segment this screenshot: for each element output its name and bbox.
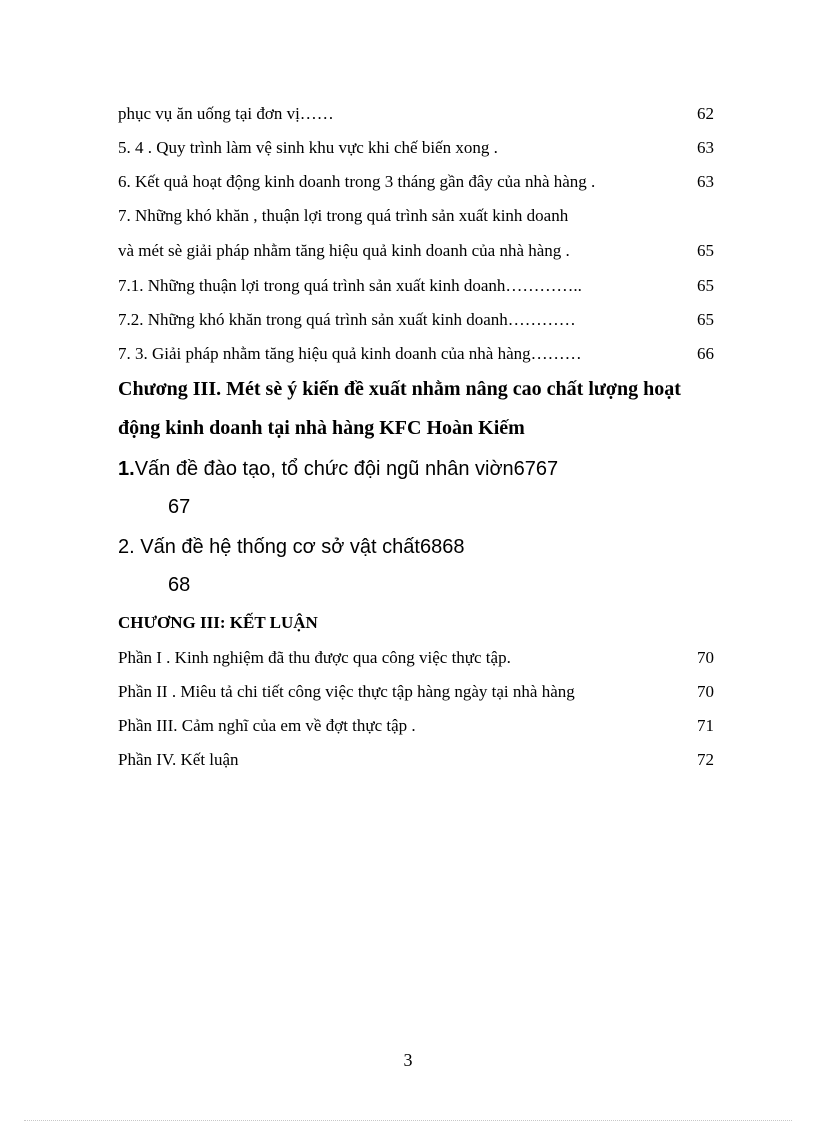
toc-entry-text: 7. Những khó khăn , thuận lợi trong quá trình sản xuất kinh doanh	[118, 206, 569, 225]
page-divider	[24, 1120, 792, 1121]
toc-entry	[118, 344, 714, 364]
section-item-page: 68	[168, 574, 191, 596]
toc-entry-text: Phần II . Miêu tả chi tiết công việc thực tập hàng ngày tại nhà hàng	[118, 682, 575, 701]
toc-entry-page: 72	[697, 750, 714, 769]
toc-entry-page: 65	[697, 310, 714, 329]
toc-entry-page: 71	[697, 716, 714, 735]
toc-entry-page: 70	[697, 648, 714, 667]
conclusion-heading: CHƯƠNG III: KẾT LUẬN	[118, 613, 318, 632]
toc-entry-page: 70	[697, 682, 714, 701]
toc-entry-text: 5. 4 . Quy trình làm vệ sinh khu vực khi chế biến xong .	[118, 138, 498, 157]
toc-entry	[118, 682, 714, 702]
toc-entry-text: 7. 3. Giải pháp nhằm tăng hiệu quả kinh doanh của nhà hàng………	[118, 344, 582, 363]
toc-entry-text: 7.2. Những khó khăn trong quá trình sản xuất kinh doanh…………	[118, 310, 576, 329]
section-item-number: 1.	[118, 458, 135, 480]
toc-entry-text: phục vụ ăn uống tại đơn vị……	[118, 104, 334, 123]
toc-entry	[118, 104, 714, 124]
toc-entry	[118, 716, 714, 736]
toc-entry	[118, 310, 714, 330]
toc-entry	[118, 172, 714, 192]
toc-entry	[118, 276, 714, 296]
toc-entry-page: 63	[697, 172, 714, 191]
toc-entry-text: Phần III. Cảm nghĩ của em về đợt thực tập .	[118, 716, 416, 735]
chapter-heading-line: động kinh doanh tại nhà hàng KFC Hoàn Kiếm	[118, 417, 525, 439]
section-item-page: 67	[168, 496, 191, 518]
toc-entry	[118, 206, 714, 226]
toc-entry-page: 65	[697, 276, 714, 295]
toc-entry-text: và mét sè giải pháp nhằm tăng hiệu quả kinh doanh của nhà hàng .	[118, 241, 570, 260]
toc-entry-text: Phần IV. Kết luận	[118, 750, 239, 769]
section-item-text: Vấn đề đào tạo, tổ chức đội ngũ nhân viờn6767	[134, 458, 559, 480]
toc-entry-page: 66	[697, 344, 714, 363]
toc-entry	[118, 648, 714, 668]
page-number: 3	[403, 1050, 413, 1070]
toc-entry-page: 63	[697, 138, 714, 157]
toc-entry-page: 62	[697, 104, 714, 123]
toc-entry	[118, 241, 714, 261]
chapter-heading-line: Chương III. Mét sè ý kiến đề xuất nhằm nâng cao chất lượng hoạt	[118, 378, 681, 400]
section-item-1	[118, 458, 558, 481]
toc-entry	[118, 138, 714, 158]
toc-entry-text: 6. Kết quả hoạt động kinh doanh trong 3 tháng gần đây của nhà hàng .	[118, 172, 596, 191]
toc-entry-text: Phần I . Kinh nghiệm đã thu được qua công việc thực tập.	[118, 648, 511, 667]
toc-entry-text: 7.1. Những thuận lợi trong quá trình sản xuất kinh doanh…………..	[118, 276, 582, 295]
section-item-2: 2. Vấn đề hệ thống cơ sở vật chất6868	[118, 536, 465, 558]
toc-entry-page: 65	[697, 241, 714, 260]
toc-entry	[118, 750, 714, 770]
